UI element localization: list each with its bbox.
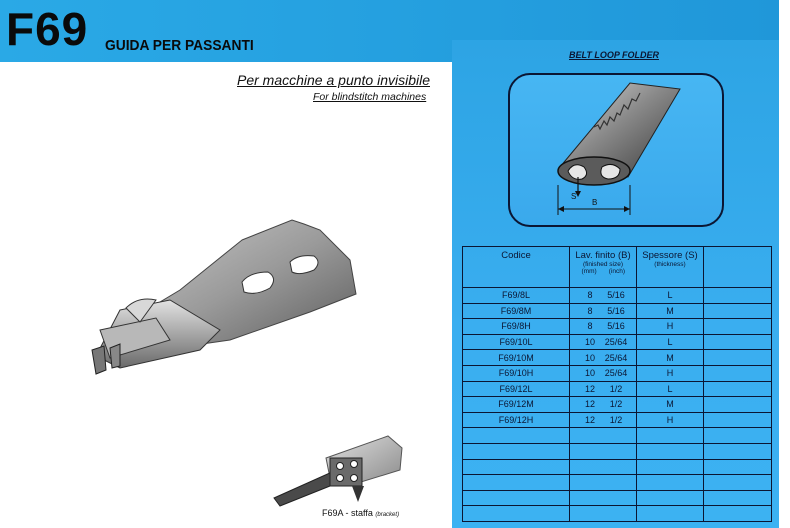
header-lav bbox=[570, 247, 637, 288]
header-code bbox=[463, 247, 570, 288]
header-empty bbox=[704, 247, 772, 288]
cell-lav bbox=[570, 288, 637, 304]
header-lav-label: Lav. finito (B) bbox=[575, 250, 631, 261]
subtitle-italian: Per macchine a punto invisibile bbox=[237, 72, 430, 88]
cell-inch: 25/64 bbox=[604, 337, 628, 348]
cell-code: F69/8L bbox=[463, 288, 570, 304]
cell-inch: 5/16 bbox=[607, 321, 625, 332]
cell-inch: 25/64 bbox=[604, 368, 628, 379]
cell-empty bbox=[637, 428, 704, 444]
diagram-title: BELT LOOP FOLDER bbox=[569, 50, 659, 60]
table-row bbox=[463, 288, 772, 304]
cell-empty bbox=[704, 288, 772, 304]
cell-code: F69/10M bbox=[463, 350, 570, 366]
cell-empty bbox=[463, 459, 570, 475]
cell-empty bbox=[463, 490, 570, 506]
header-code-label: Codice bbox=[501, 250, 531, 261]
bracket-caption bbox=[322, 508, 399, 518]
cell-empty bbox=[704, 443, 772, 459]
cell-empty bbox=[570, 443, 637, 459]
cell-lav bbox=[570, 334, 637, 350]
cell-empty bbox=[704, 397, 772, 413]
label-s: S bbox=[571, 192, 577, 201]
cell-empty bbox=[637, 443, 704, 459]
cell-code: F69/8H bbox=[463, 319, 570, 335]
cell-lav bbox=[570, 350, 637, 366]
cell-s: H bbox=[637, 365, 704, 381]
caption-main: F69A - staffa bbox=[322, 508, 373, 518]
product-title: GUIDA PER PASSANTI bbox=[105, 37, 254, 54]
cell-empty bbox=[637, 459, 704, 475]
table-row-empty bbox=[463, 490, 772, 506]
cell-b: 8 bbox=[587, 321, 593, 332]
table-row bbox=[463, 412, 772, 428]
header-sp-sub: (thickness) bbox=[654, 261, 686, 268]
cell-s: M bbox=[637, 350, 704, 366]
caption-small: (bracket) bbox=[375, 512, 400, 518]
cell-empty bbox=[704, 412, 772, 428]
table-row-empty bbox=[463, 506, 772, 522]
cell-empty bbox=[704, 319, 772, 335]
cell-s: L bbox=[637, 288, 704, 304]
cell-lav bbox=[570, 397, 637, 413]
cell-s: L bbox=[637, 334, 704, 350]
belt-loop-diagram bbox=[508, 73, 724, 227]
cell-b: 12 bbox=[584, 399, 595, 410]
cell-code: F69/10L bbox=[463, 334, 570, 350]
cell-code: F69/12L bbox=[463, 381, 570, 397]
header-mm: (mm) bbox=[581, 268, 597, 275]
cell-empty bbox=[463, 428, 570, 444]
cell-inch: 1/2 bbox=[609, 415, 623, 426]
cell-empty bbox=[570, 490, 637, 506]
table-row bbox=[463, 303, 772, 319]
cell-inch: 5/16 bbox=[607, 305, 625, 316]
cell-s: H bbox=[637, 412, 704, 428]
table-row bbox=[463, 365, 772, 381]
table-row bbox=[463, 319, 772, 335]
cell-empty bbox=[637, 490, 704, 506]
cell-empty bbox=[704, 350, 772, 366]
table-row bbox=[463, 334, 772, 350]
table-row-empty bbox=[463, 443, 772, 459]
table-header-row bbox=[463, 247, 772, 288]
cell-empty bbox=[463, 506, 570, 522]
cell-inch: 1/2 bbox=[609, 399, 623, 410]
cell-empty bbox=[704, 475, 772, 491]
table-row-empty bbox=[463, 428, 772, 444]
cell-empty bbox=[637, 475, 704, 491]
cell-b: 10 bbox=[584, 337, 595, 348]
cell-code: F69/8M bbox=[463, 303, 570, 319]
header-sp bbox=[637, 247, 704, 288]
cell-s: M bbox=[637, 397, 704, 413]
cell-inch: 25/64 bbox=[604, 352, 628, 363]
cell-lav bbox=[570, 303, 637, 319]
header-inch: (inch) bbox=[608, 268, 626, 275]
table-row bbox=[463, 381, 772, 397]
cell-s: H bbox=[637, 319, 704, 335]
cell-empty bbox=[570, 428, 637, 444]
cell-empty bbox=[704, 459, 772, 475]
cell-empty bbox=[463, 443, 570, 459]
cell-b: 12 bbox=[584, 415, 595, 426]
cell-empty bbox=[704, 506, 772, 522]
cell-code: F69/12M bbox=[463, 397, 570, 413]
cell-inch: 5/16 bbox=[607, 290, 625, 301]
right-edge bbox=[779, 0, 790, 528]
cell-lav bbox=[570, 412, 637, 428]
header-sp-label: Spessore (S) bbox=[642, 250, 698, 261]
cell-empty bbox=[570, 506, 637, 522]
product-code: F69 bbox=[6, 3, 89, 55]
cell-b: 10 bbox=[584, 368, 595, 379]
cell-empty bbox=[704, 303, 772, 319]
cell-code: F69/12H bbox=[463, 412, 570, 428]
cell-lav bbox=[570, 365, 637, 381]
cell-s: M bbox=[637, 303, 704, 319]
cell-b: 8 bbox=[587, 305, 593, 316]
subtitle-english: For blindstitch machines bbox=[313, 91, 427, 103]
cell-lav bbox=[570, 319, 637, 335]
spec-table bbox=[462, 246, 772, 522]
folder-photo bbox=[60, 200, 370, 380]
cell-empty bbox=[704, 428, 772, 444]
cell-s: L bbox=[637, 381, 704, 397]
table-row-empty bbox=[463, 459, 772, 475]
cell-empty bbox=[463, 475, 570, 491]
table-row-empty bbox=[463, 475, 772, 491]
cell-empty bbox=[704, 490, 772, 506]
cell-b: 8 bbox=[587, 290, 593, 301]
cell-empty bbox=[704, 334, 772, 350]
cell-inch: 1/2 bbox=[609, 383, 623, 394]
table-row bbox=[463, 350, 772, 366]
table-row bbox=[463, 397, 772, 413]
cell-empty bbox=[570, 459, 637, 475]
cell-lav bbox=[570, 381, 637, 397]
cell-empty bbox=[637, 506, 704, 522]
cell-b: 10 bbox=[584, 352, 595, 363]
cell-empty bbox=[570, 475, 637, 491]
cell-b: 12 bbox=[584, 383, 595, 394]
cell-code: F69/10H bbox=[463, 365, 570, 381]
cell-empty bbox=[704, 365, 772, 381]
header-lav-sub: (finished size) bbox=[582, 261, 624, 268]
label-b: B bbox=[592, 198, 598, 207]
bracket-photo bbox=[268, 428, 408, 508]
cell-empty bbox=[704, 381, 772, 397]
